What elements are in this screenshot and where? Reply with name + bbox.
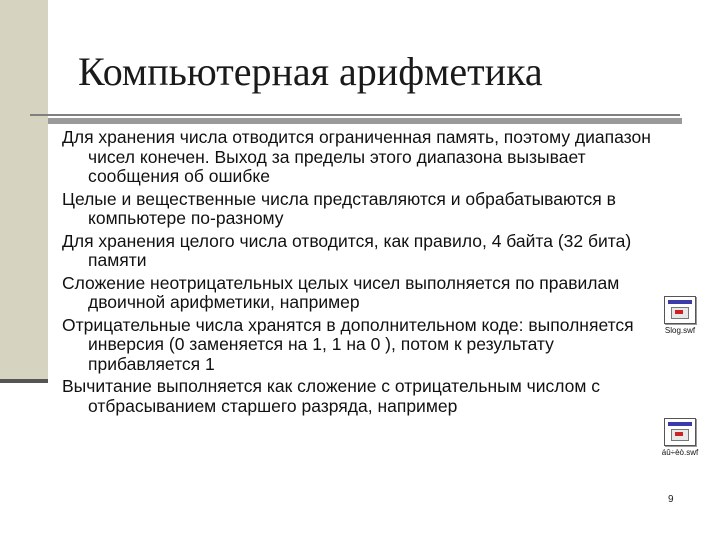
page-number: 9 xyxy=(668,494,674,505)
subtraction-swf-attachment[interactable] xyxy=(652,418,708,464)
title-rule-thin xyxy=(30,114,680,116)
bullet-item: Целые и вещественные числа представляются и обрабатываются в компьютере по-разному xyxy=(62,188,616,228)
slog-swf-attachment[interactable] xyxy=(652,296,708,342)
left-bar-underline xyxy=(0,379,48,383)
attachment-label: Slog.swf xyxy=(664,326,696,335)
bullet-item: Вычитание выполняется как сложение с отрицательным числом с отбрасыванием старшего разряда, например xyxy=(62,376,601,416)
bullet-item: Для хранения целого числа отводится, как правило, 4 байта (32 бита) памяти xyxy=(62,230,632,270)
swf-file-icon xyxy=(664,418,696,446)
bullet-list xyxy=(62,128,652,419)
bullet-item: Сложение неотрицательных целых чисел выполняется по правилам двоичной арифметики, например xyxy=(62,272,620,312)
slide-title: Компьютерная арифметика xyxy=(78,49,543,94)
left-decorative-bar xyxy=(0,0,48,380)
title-rule-thick xyxy=(48,118,682,124)
attachment-label: áû÷èò.swf xyxy=(661,448,699,457)
bullet-item: Для хранения числа отводится ограниченная память, поэтому диапазон чисел конечен. Выход за пределы этого диапазона вызывает сообщения об ошибке xyxy=(62,127,651,186)
bullet-item: Отрицательные числа хранятся в дополнительном коде: выполняется инверсия (0 заменяется на 1, 1 на 0 ), потом к результату прибавляется 1 xyxy=(62,314,634,374)
swf-file-icon xyxy=(664,296,696,324)
